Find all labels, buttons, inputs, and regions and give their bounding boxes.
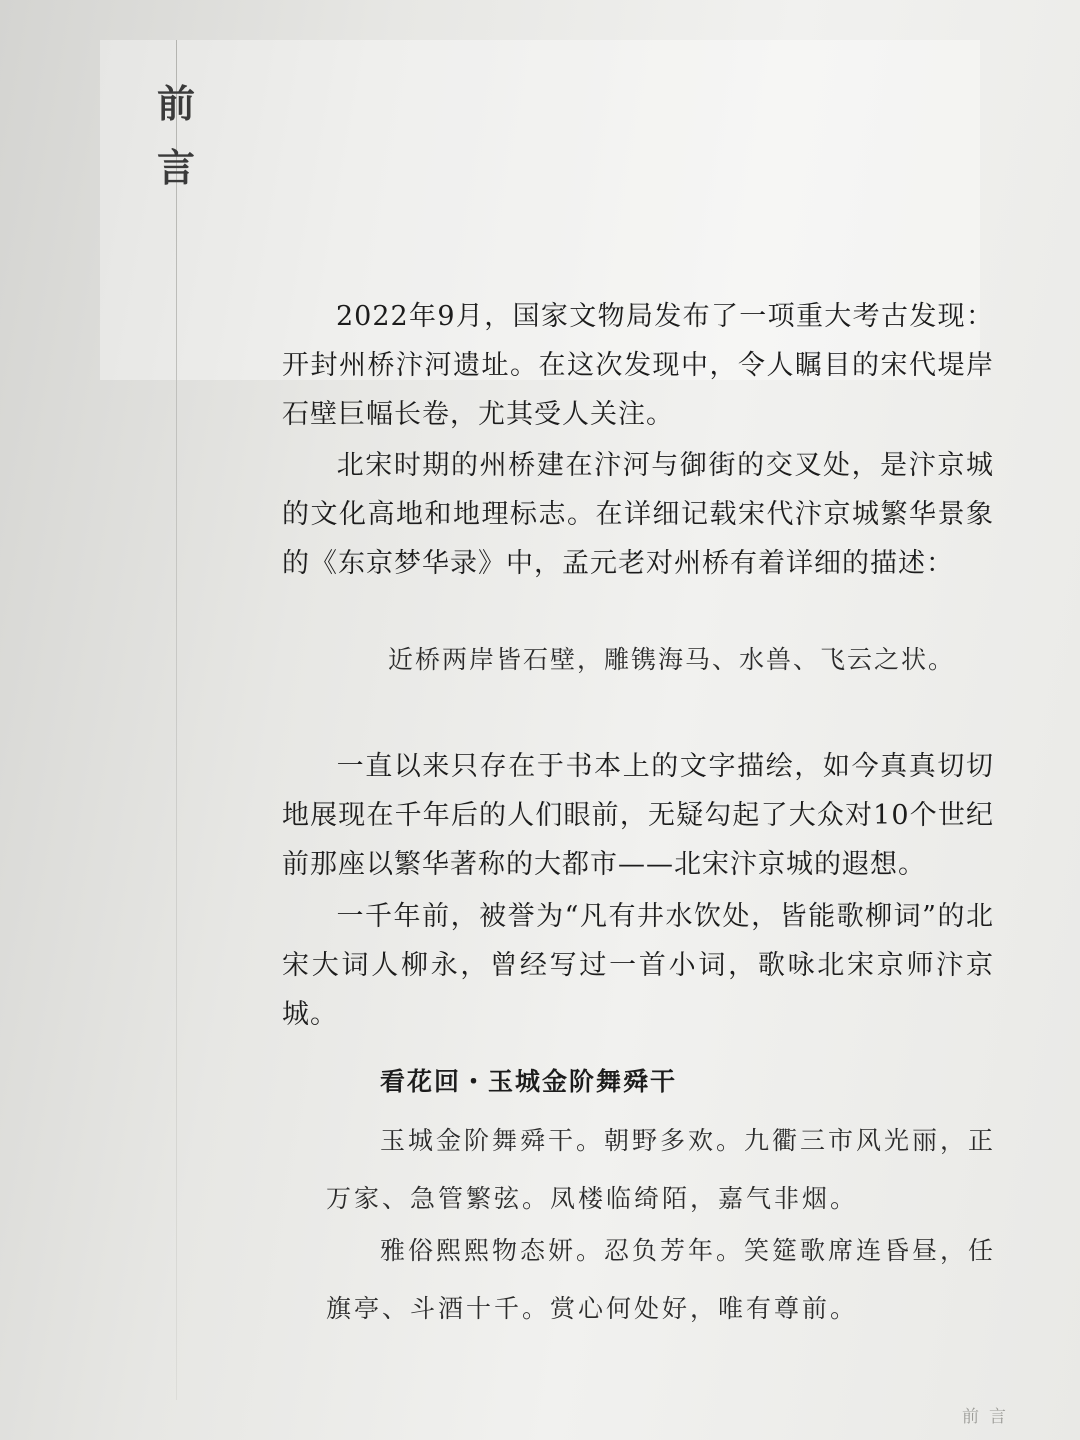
margin-rule (176, 40, 177, 1400)
paragraph-3: 一直以来只存在于书本上的文字描绘，如今真真切切地展现在千年后的人们眼前，无疑勾起了大众对10个世纪前那座以繁华著称的大都市——北宋汴京城的遐想。 (282, 751, 994, 880)
running-footer: 前言 (962, 1407, 1016, 1427)
paragraph-1: 2022年9月，国家文物局发布了一项重大考古发现：开封州桥汴河遗址。在这次发现中，令人瞩目的宋代堤岸石壁巨幅长卷，尤其受人关注。 (282, 301, 994, 430)
chapter-title-char: 言 (156, 145, 195, 190)
block-quote: 近桥两岸皆石壁，雕镌海马、水兽、飞云之状。 (388, 645, 956, 674)
paragraph-2: 北宋时期的州桥建在汴河与御街的交叉处，是汴京城的文化高地和地理标志。在详细记载宋代汴京城繁华景象的《东京梦华录》中，孟元老对州桥有着详细的描述： (282, 450, 994, 579)
chapter-title (152, 72, 200, 200)
poem-stanza-2: 雅俗熙熙物态妍。忍负芳年。笑筵歌席连昏昼，任旗亭、斗酒十千。赏心何处好，唯有尊前。 (326, 1236, 997, 1323)
poem-stanza-1: 玉城金阶舞舜干。朝野多欢。九衢三市风光丽，正万家、急管繁弦。凤楼临绮陌，嘉气非烟。 (326, 1126, 997, 1213)
poem-title: 看花回・玉城金阶舞舜干 (380, 1067, 678, 1096)
chapter-title-char: 前 (156, 81, 195, 126)
paragraph-4: 一千年前，被誉为“凡有井水饮处，皆能歌柳词”的北宋大词人柳永，曾经写过一首小词，歌咏北宋京师汴京城。 (282, 901, 994, 1030)
